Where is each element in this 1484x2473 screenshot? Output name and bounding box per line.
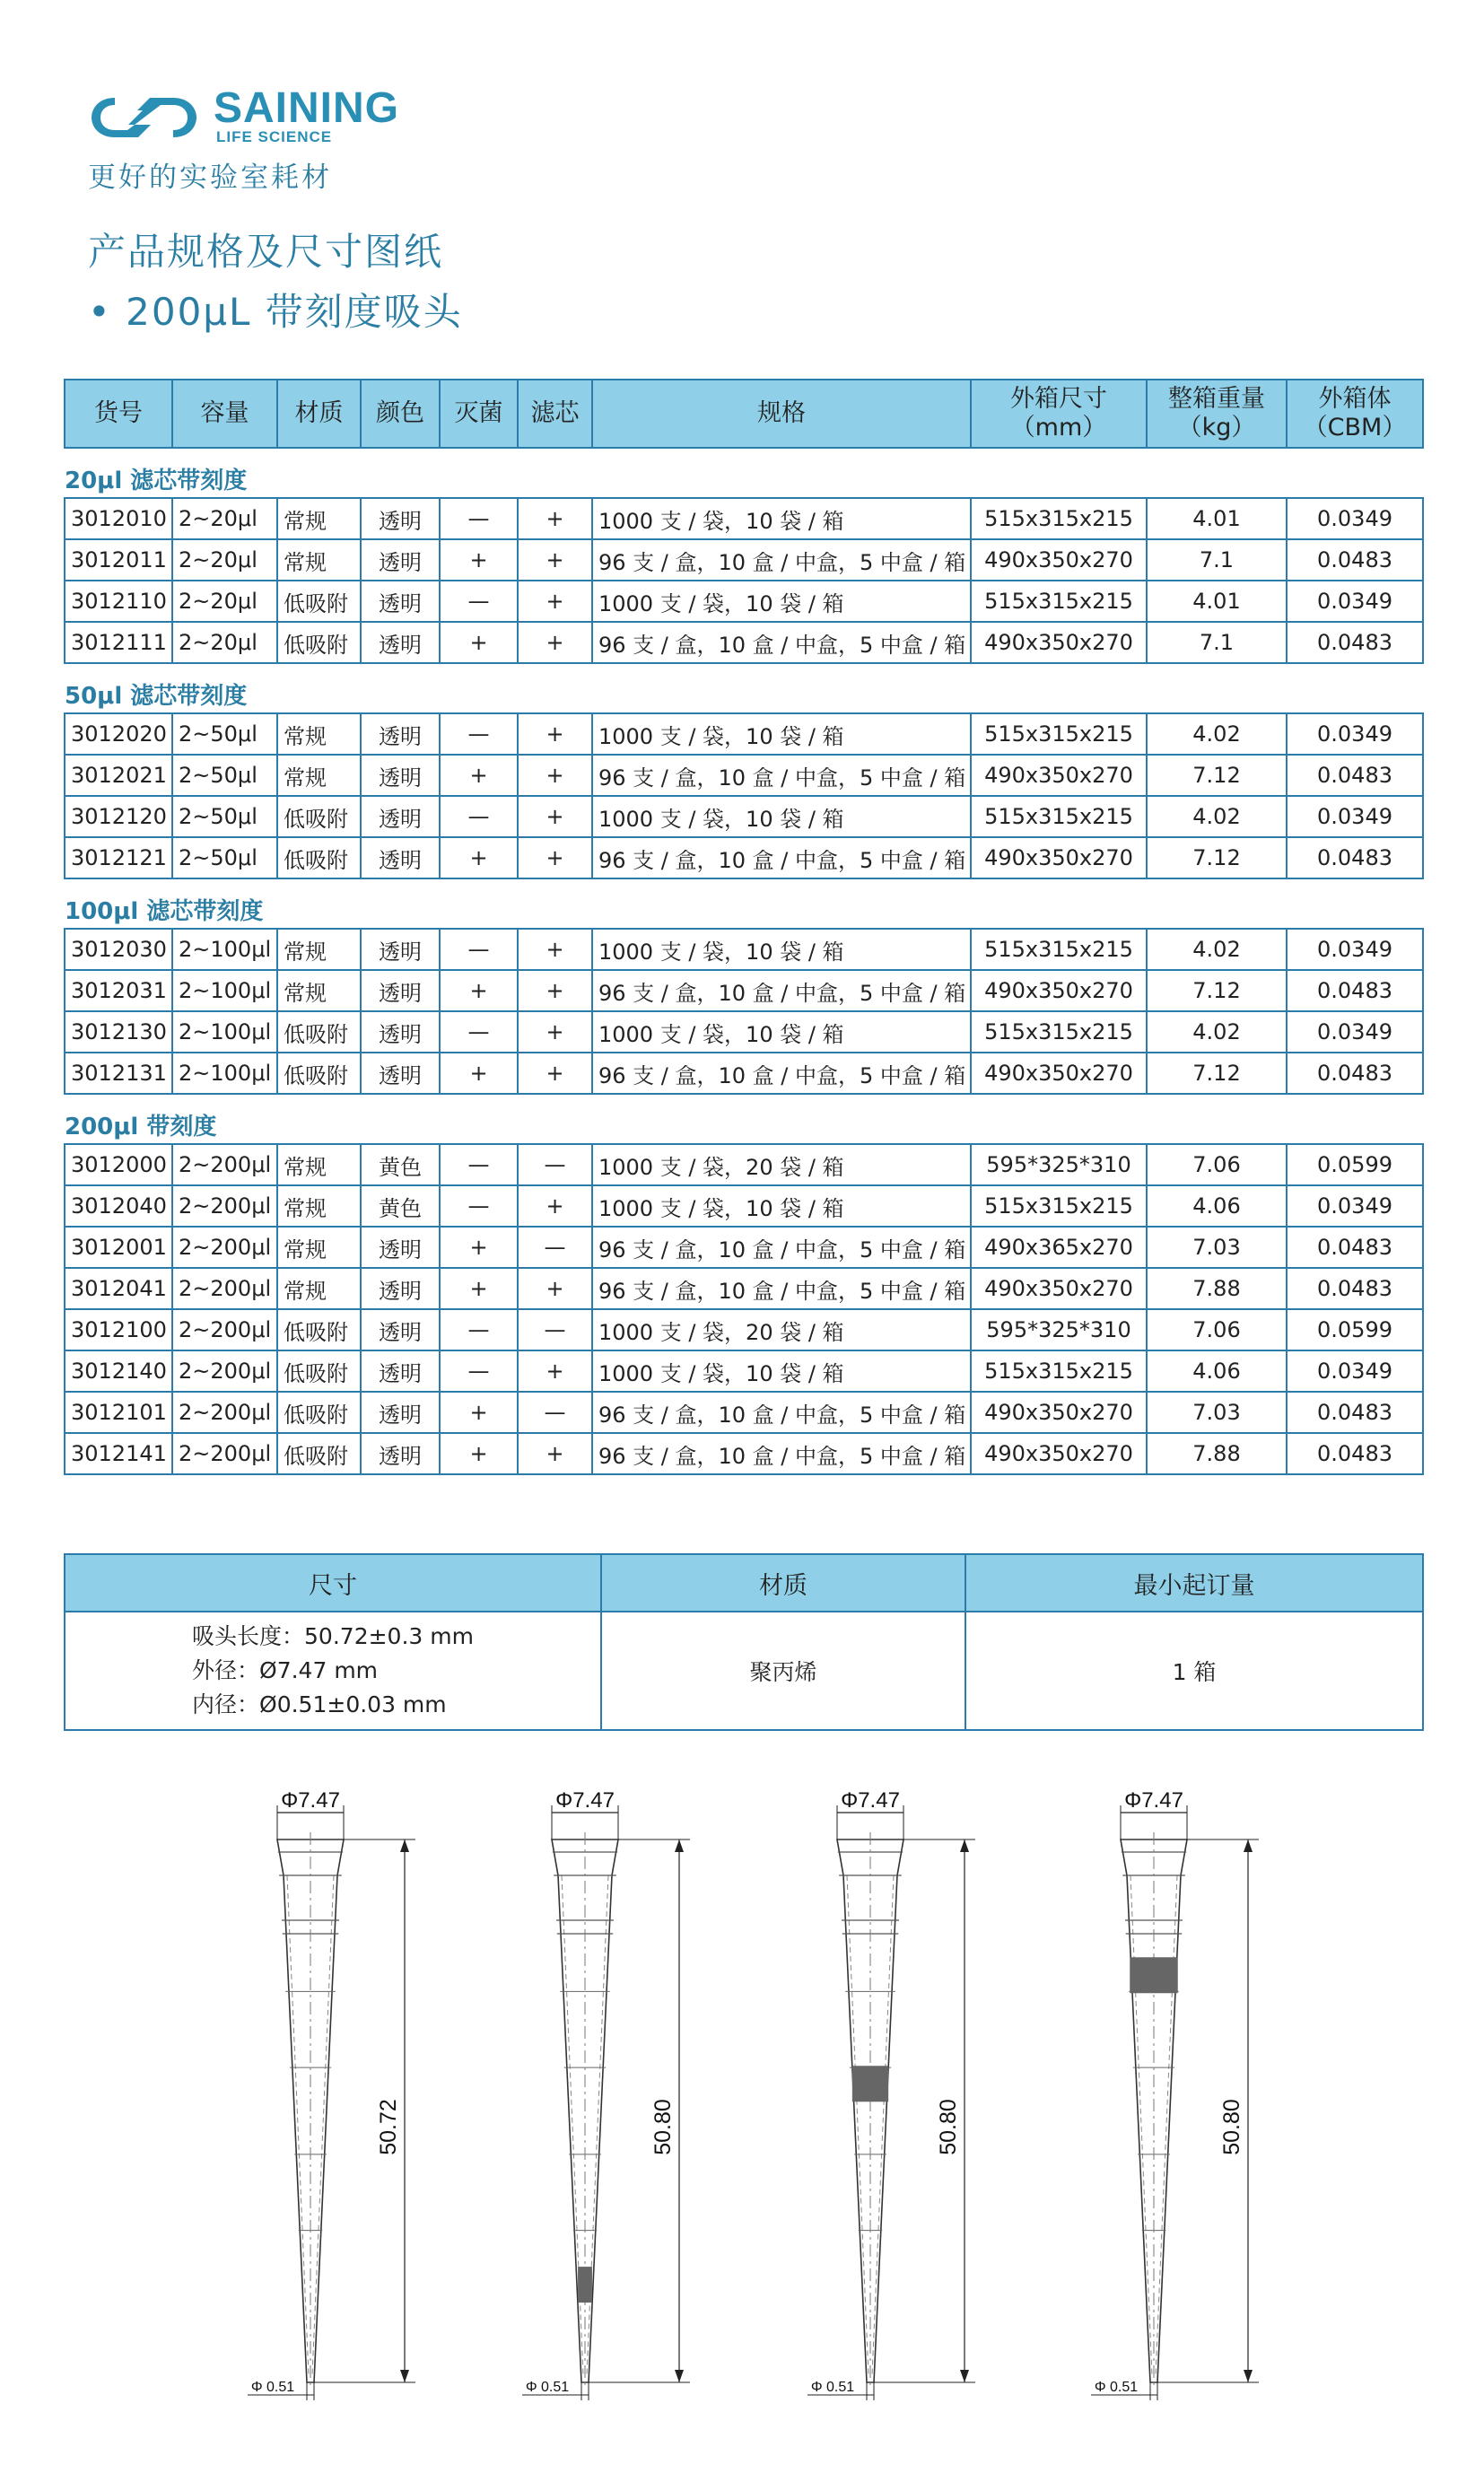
table-cell: + — [440, 622, 518, 663]
table-cell: 4.01 — [1147, 581, 1287, 622]
table-cell: 2~50μl — [172, 713, 277, 755]
table-cell: — — [440, 1011, 518, 1053]
col-box-size — [971, 380, 1147, 448]
table-cell: 0.0483 — [1287, 622, 1423, 663]
bottom-diameter-label: Φ 0.51 — [525, 2380, 570, 2395]
top-diameter-label: Φ7.47 — [281, 1788, 340, 1813]
col-volume-l2: （CBM） — [1303, 414, 1407, 441]
table-cell: 3012131 — [65, 1053, 172, 1094]
table-cell: 4.01 — [1147, 498, 1287, 539]
bottom-diameter-label: Φ 0.51 — [1094, 2380, 1139, 2395]
col-sterile: 灭菌 — [440, 380, 518, 448]
table-cell: 7.03 — [1147, 1227, 1287, 1268]
col-box-size-l1: 外箱尺寸 — [1010, 385, 1107, 413]
table-cell: 2~200μl — [172, 1392, 277, 1433]
spec-moq-value: 1 箱 — [965, 1612, 1423, 1730]
table-cell: + — [518, 1350, 592, 1392]
col-color: 颜色 — [361, 380, 440, 448]
table-cell: 595*325*310 — [971, 1144, 1147, 1185]
table-cell: 0.0483 — [1287, 539, 1423, 581]
table-cell: 常规 — [277, 755, 361, 796]
table-cell: 1000 支 / 袋，10 袋 / 箱 — [592, 1011, 971, 1053]
table-cell: 低吸附 — [277, 1350, 361, 1392]
col-material: 材质 — [277, 380, 361, 448]
slogan: 更好的实验室耗材 — [88, 162, 332, 194]
spec-table — [64, 1553, 1424, 1731]
table-cell: 96 支 / 盒，10 盒 / 中盒，5 中盒 / 箱 — [592, 970, 971, 1011]
table-cell: + — [518, 1185, 592, 1227]
table-cell: 4.06 — [1147, 1185, 1287, 1227]
col-volume — [1287, 380, 1423, 448]
table-cell: + — [518, 539, 592, 581]
table-row — [65, 539, 1423, 581]
table-cell: 2~20μl — [172, 539, 277, 581]
table-cell: + — [518, 929, 592, 970]
table-cell: 595*325*310 — [971, 1309, 1147, 1350]
table-row — [65, 1350, 1423, 1392]
product-title: • 200μL 带刻度吸头 — [88, 290, 463, 334]
table-cell: 515x315x215 — [971, 581, 1147, 622]
table-cell: 4.06 — [1147, 1350, 1287, 1392]
table-cell: 515x315x215 — [971, 796, 1147, 837]
table-cell: 2~20μl — [172, 581, 277, 622]
table-cell: 2~200μl — [172, 1433, 277, 1474]
spec-material-value: 聚丙烯 — [601, 1612, 965, 1730]
table-header-row — [65, 380, 1423, 448]
table-cell: 7.06 — [1147, 1144, 1287, 1185]
group-title: 100μl 滤芯带刻度 — [65, 898, 264, 925]
table-cell: 96 支 / 盒，10 盒 / 中盒，5 中盒 / 箱 — [592, 755, 971, 796]
col-volume-l1: 外箱体 — [1318, 385, 1392, 413]
group-title: 200μl 带刻度 — [65, 1114, 217, 1140]
table-cell: + — [440, 1268, 518, 1309]
table-cell: 透明 — [361, 1309, 440, 1350]
table-cell: 7.12 — [1147, 837, 1287, 878]
table-cell: + — [518, 622, 592, 663]
table-cell: 3012010 — [65, 498, 172, 539]
table-cell: 2~50μl — [172, 837, 277, 878]
table-cell: 透明 — [361, 1268, 440, 1309]
table-cell: 3012021 — [65, 755, 172, 796]
table-cell: — — [518, 1309, 592, 1350]
table-cell: 3012031 — [65, 970, 172, 1011]
filter-marker — [578, 2267, 592, 2303]
table-cell: 黄色 — [361, 1144, 440, 1185]
spec-col-size: 尺寸 — [65, 1554, 601, 1612]
table-cell: + — [440, 1433, 518, 1474]
table-cell: 515x315x215 — [971, 1350, 1147, 1392]
dimension-list — [192, 1620, 474, 1722]
group-row — [65, 878, 1423, 929]
table-cell: 2~50μl — [172, 755, 277, 796]
table-row — [65, 970, 1423, 1011]
table-cell: 490x350x270 — [971, 970, 1147, 1011]
table-cell: 1000 支 / 袋，10 袋 / 箱 — [592, 1185, 971, 1227]
table-cell: 490x350x270 — [971, 1392, 1147, 1433]
table-cell: 4.02 — [1147, 796, 1287, 837]
table-row — [65, 1433, 1423, 1474]
table-cell: 透明 — [361, 1350, 440, 1392]
filter-marker — [852, 2066, 888, 2102]
table-cell: 透明 — [361, 713, 440, 755]
table-cell: 0.0349 — [1287, 1185, 1423, 1227]
table-cell: 3012001 — [65, 1227, 172, 1268]
table-cell: 低吸附 — [277, 581, 361, 622]
table-cell: 2~20μl — [172, 498, 277, 539]
table-cell: 常规 — [277, 1185, 361, 1227]
table-row — [65, 929, 1423, 970]
table-cell: 490x365x270 — [971, 1227, 1147, 1268]
table-cell: 3012041 — [65, 1268, 172, 1309]
table-cell: 515x315x215 — [971, 498, 1147, 539]
table-cell: 0.0349 — [1287, 498, 1423, 539]
table-cell: 96 支 / 盒，10 盒 / 中盒，5 中盒 / 箱 — [592, 622, 971, 663]
table-cell: 490x350x270 — [971, 1433, 1147, 1474]
table-cell: 7.06 — [1147, 1309, 1287, 1350]
table-row — [65, 1227, 1423, 1268]
table-cell: + — [440, 755, 518, 796]
col-weight-l1: 整箱重量 — [1168, 385, 1265, 413]
table-cell: + — [518, 1011, 592, 1053]
table-cell: + — [440, 1392, 518, 1433]
table-cell: 3012101 — [65, 1392, 172, 1433]
table-cell: — — [440, 498, 518, 539]
table-row — [65, 498, 1423, 539]
infinity-logo-icon — [88, 91, 200, 144]
table-cell: 2~100μl — [172, 929, 277, 970]
table-row — [65, 796, 1423, 837]
outer-diameter: 外径：Ø7.47 mm — [192, 1657, 379, 1683]
table-cell: 3012130 — [65, 1011, 172, 1053]
inner-diameter: 内径：Ø0.51±0.03 mm — [192, 1691, 447, 1717]
table-cell: 透明 — [361, 929, 440, 970]
table-cell: 3012121 — [65, 837, 172, 878]
table-row — [65, 755, 1423, 796]
table-row — [65, 1011, 1423, 1053]
table-cell: 490x350x270 — [971, 1268, 1147, 1309]
table-cell: — — [440, 1185, 518, 1227]
table-cell: — — [440, 1350, 518, 1392]
table-cell: 低吸附 — [277, 1392, 361, 1433]
table-cell: 常规 — [277, 1227, 361, 1268]
table-cell: 2~200μl — [172, 1227, 277, 1268]
table-cell: 490x350x270 — [971, 1053, 1147, 1094]
table-cell: + — [518, 581, 592, 622]
table-cell: 透明 — [361, 755, 440, 796]
table-cell: 2~100μl — [172, 1011, 277, 1053]
table-cell: — — [518, 1144, 592, 1185]
top-diameter-label: Φ7.47 — [841, 1788, 900, 1813]
table-cell: 低吸附 — [277, 622, 361, 663]
bottom-diameter-label: Φ 0.51 — [810, 2380, 855, 2395]
table-cell: 2~100μl — [172, 1053, 277, 1094]
table-row — [65, 622, 1423, 663]
table-cell: + — [518, 498, 592, 539]
table-cell: 4.02 — [1147, 713, 1287, 755]
table-row — [65, 1392, 1423, 1433]
table-cell: 515x315x215 — [971, 1011, 1147, 1053]
brand-logo — [88, 85, 465, 148]
table-cell: 2~200μl — [172, 1144, 277, 1185]
brand-subtitle: LIFE SCIENCE — [216, 128, 333, 145]
table-cell: 7.12 — [1147, 1053, 1287, 1094]
table-cell: 低吸附 — [277, 1053, 361, 1094]
table-body — [65, 448, 1423, 1474]
table-cell: 96 支 / 盒，10 盒 / 中盒，5 中盒 / 箱 — [592, 1268, 971, 1309]
table-cell: + — [440, 1053, 518, 1094]
table-cell: 2~200μl — [172, 1350, 277, 1392]
table-cell: 0.0349 — [1287, 796, 1423, 837]
table-row — [65, 1309, 1423, 1350]
table-cell: 透明 — [361, 837, 440, 878]
table-cell: 透明 — [361, 970, 440, 1011]
table-cell: 96 支 / 盒，10 盒 / 中盒，5 中盒 / 箱 — [592, 837, 971, 878]
table-cell: — — [518, 1227, 592, 1268]
table-cell: 0.0483 — [1287, 755, 1423, 796]
table-row — [65, 1185, 1423, 1227]
tip-length-label: 50.80 — [936, 2099, 961, 2155]
table-row — [65, 1144, 1423, 1185]
tip-length-label: 50.80 — [1219, 2099, 1244, 2155]
top-diameter-label: Φ7.47 — [1124, 1788, 1183, 1813]
table-cell: 透明 — [361, 1011, 440, 1053]
table-cell: 3012100 — [65, 1309, 172, 1350]
table-cell: + — [440, 970, 518, 1011]
table-cell: 515x315x215 — [971, 1185, 1147, 1227]
table-cell: — — [518, 1392, 592, 1433]
table-cell: 0.0483 — [1287, 1053, 1423, 1094]
page-title: 产品规格及尺寸图纸 — [88, 230, 444, 274]
table-cell: 3012000 — [65, 1144, 172, 1185]
table-cell: 2~50μl — [172, 796, 277, 837]
table-cell: 515x315x215 — [971, 713, 1147, 755]
table-cell: 常规 — [277, 498, 361, 539]
table-cell: 0.0483 — [1287, 837, 1423, 878]
table-cell: 0.0349 — [1287, 1350, 1423, 1392]
tip-drawings — [0, 1781, 1484, 2409]
table-cell: 1000 支 / 袋，10 袋 / 箱 — [592, 796, 971, 837]
table-cell: — — [440, 713, 518, 755]
filter-marker — [1130, 1957, 1178, 1993]
table-cell: 3012141 — [65, 1433, 172, 1474]
table-cell: 96 支 / 盒，10 盒 / 中盒，5 中盒 / 箱 — [592, 1227, 971, 1268]
spec-size-cell — [65, 1612, 601, 1730]
table-cell: 2~200μl — [172, 1268, 277, 1309]
table-cell: 4.02 — [1147, 1011, 1287, 1053]
col-weight — [1147, 380, 1287, 448]
table-cell: 常规 — [277, 539, 361, 581]
table-cell: + — [518, 713, 592, 755]
table-cell: — — [440, 1144, 518, 1185]
table-cell: 3012110 — [65, 581, 172, 622]
table-cell: 常规 — [277, 713, 361, 755]
table-cell: 0.0349 — [1287, 929, 1423, 970]
table-cell: 透明 — [361, 539, 440, 581]
col-filter: 滤芯 — [518, 380, 592, 448]
table-cell: 7.03 — [1147, 1392, 1287, 1433]
table-cell: — — [440, 581, 518, 622]
table-cell: 3012030 — [65, 929, 172, 970]
table-cell: 0.0349 — [1287, 1011, 1423, 1053]
spec-header-row — [65, 1554, 1423, 1612]
table-cell: — — [440, 929, 518, 970]
table-row — [65, 581, 1423, 622]
table-cell: 3012111 — [65, 622, 172, 663]
table-cell: 2~200μl — [172, 1309, 277, 1350]
table-cell: 490x350x270 — [971, 539, 1147, 581]
table-cell: 2~100μl — [172, 970, 277, 1011]
group-title: 20μl 滤芯带刻度 — [65, 468, 248, 494]
spec-value-row — [65, 1612, 1423, 1730]
table-cell: 黄色 — [361, 1185, 440, 1227]
table-cell: 常规 — [277, 929, 361, 970]
table-cell: 96 支 / 盒，10 盒 / 中盒，5 中盒 / 箱 — [592, 539, 971, 581]
table-cell: 7.1 — [1147, 539, 1287, 581]
table-cell: 1000 支 / 袋，20 袋 / 箱 — [592, 1309, 971, 1350]
table-cell: 透明 — [361, 581, 440, 622]
table-cell: + — [518, 755, 592, 796]
table-cell: 515x315x215 — [971, 929, 1147, 970]
table-cell: + — [518, 1053, 592, 1094]
table-cell: 0.0483 — [1287, 1392, 1423, 1433]
table-cell: 7.1 — [1147, 622, 1287, 663]
bottom-diameter-label: Φ 0.51 — [250, 2380, 295, 2395]
col-box-size-l2: （mm） — [1010, 414, 1107, 441]
spec-col-material: 材质 — [601, 1554, 965, 1612]
col-capacity: 容量 — [172, 380, 277, 448]
table-cell: 7.88 — [1147, 1268, 1287, 1309]
group-row — [65, 663, 1423, 713]
table-cell: + — [440, 539, 518, 581]
table-cell: 3012040 — [65, 1185, 172, 1227]
table-cell: + — [440, 837, 518, 878]
tip-length-label: 50.72 — [376, 2099, 401, 2155]
table-cell: 96 支 / 盒，10 盒 / 中盒，5 中盒 / 箱 — [592, 1053, 971, 1094]
table-cell: 0.0483 — [1287, 1268, 1423, 1309]
table-row — [65, 1268, 1423, 1309]
table-cell: 常规 — [277, 1268, 361, 1309]
table-cell: 7.88 — [1147, 1433, 1287, 1474]
col-weight-l2: （kg） — [1177, 414, 1256, 441]
table-row — [65, 837, 1423, 878]
table-cell: 2~200μl — [172, 1185, 277, 1227]
table-cell: 常规 — [277, 1144, 361, 1185]
group-title: 50μl 滤芯带刻度 — [65, 683, 248, 710]
table-cell: 96 支 / 盒，10 盒 / 中盒，5 中盒 / 箱 — [592, 1433, 971, 1474]
table-cell: 0.0349 — [1287, 713, 1423, 755]
table-row — [65, 1053, 1423, 1094]
table-row — [65, 713, 1423, 755]
table-cell: + — [518, 837, 592, 878]
table-cell: 透明 — [361, 622, 440, 663]
table-cell: 低吸附 — [277, 1433, 361, 1474]
table-cell: 3012120 — [65, 796, 172, 837]
table-cell: 1000 支 / 袋，20 袋 / 箱 — [592, 1144, 971, 1185]
table-cell: 2~20μl — [172, 622, 277, 663]
table-cell: 透明 — [361, 796, 440, 837]
table-cell: 低吸附 — [277, 1011, 361, 1053]
table-cell: 7.12 — [1147, 970, 1287, 1011]
table-cell: 96 支 / 盒，10 盒 / 中盒，5 中盒 / 箱 — [592, 1392, 971, 1433]
table-cell: 常规 — [277, 970, 361, 1011]
table-cell: 0.0483 — [1287, 970, 1423, 1011]
table-cell: 0.0599 — [1287, 1144, 1423, 1185]
table-cell: 490x350x270 — [971, 837, 1147, 878]
table-cell: 低吸附 — [277, 1309, 361, 1350]
table-cell: + — [518, 796, 592, 837]
table-cell: + — [518, 1268, 592, 1309]
table-cell: 透明 — [361, 1392, 440, 1433]
table-cell: 3012011 — [65, 539, 172, 581]
table-cell: 490x350x270 — [971, 622, 1147, 663]
table-cell: 透明 — [361, 1227, 440, 1268]
table-cell: + — [518, 1433, 592, 1474]
col-pack: 规格 — [592, 380, 971, 448]
tip-length: 吸头长度：50.72±0.3 mm — [192, 1623, 474, 1649]
group-row — [65, 448, 1423, 498]
table-cell: 1000 支 / 袋，10 袋 / 箱 — [592, 498, 971, 539]
product-table — [64, 379, 1424, 1475]
table-cell: 1000 支 / 袋，10 袋 / 箱 — [592, 581, 971, 622]
table-cell: 7.12 — [1147, 755, 1287, 796]
table-cell: 1000 支 / 袋，10 袋 / 箱 — [592, 929, 971, 970]
table-cell: 透明 — [361, 498, 440, 539]
table-cell: 4.02 — [1147, 929, 1287, 970]
table-cell: 透明 — [361, 1433, 440, 1474]
brand-name: SAINING — [214, 84, 400, 132]
col-sku: 货号 — [65, 380, 172, 448]
tip-length-label: 50.80 — [650, 2099, 676, 2155]
table-cell: 490x350x270 — [971, 755, 1147, 796]
table-cell: 1000 支 / 袋，10 袋 / 箱 — [592, 1350, 971, 1392]
table-cell: 0.0349 — [1287, 581, 1423, 622]
group-row — [65, 1094, 1423, 1144]
table-cell: 透明 — [361, 1053, 440, 1094]
table-cell: + — [440, 1227, 518, 1268]
table-cell: — — [440, 1309, 518, 1350]
table-cell: 0.0483 — [1287, 1227, 1423, 1268]
table-cell: 1000 支 / 袋，10 袋 / 箱 — [592, 713, 971, 755]
table-cell: 0.0483 — [1287, 1433, 1423, 1474]
table-cell: 3012140 — [65, 1350, 172, 1392]
table-cell: 0.0599 — [1287, 1309, 1423, 1350]
spec-col-moq: 最小起订量 — [965, 1554, 1423, 1612]
table-cell: 低吸附 — [277, 837, 361, 878]
table-cell: 3012020 — [65, 713, 172, 755]
table-cell: + — [518, 970, 592, 1011]
top-diameter-label: Φ7.47 — [555, 1788, 615, 1813]
table-cell: 低吸附 — [277, 796, 361, 837]
table-cell: — — [440, 796, 518, 837]
